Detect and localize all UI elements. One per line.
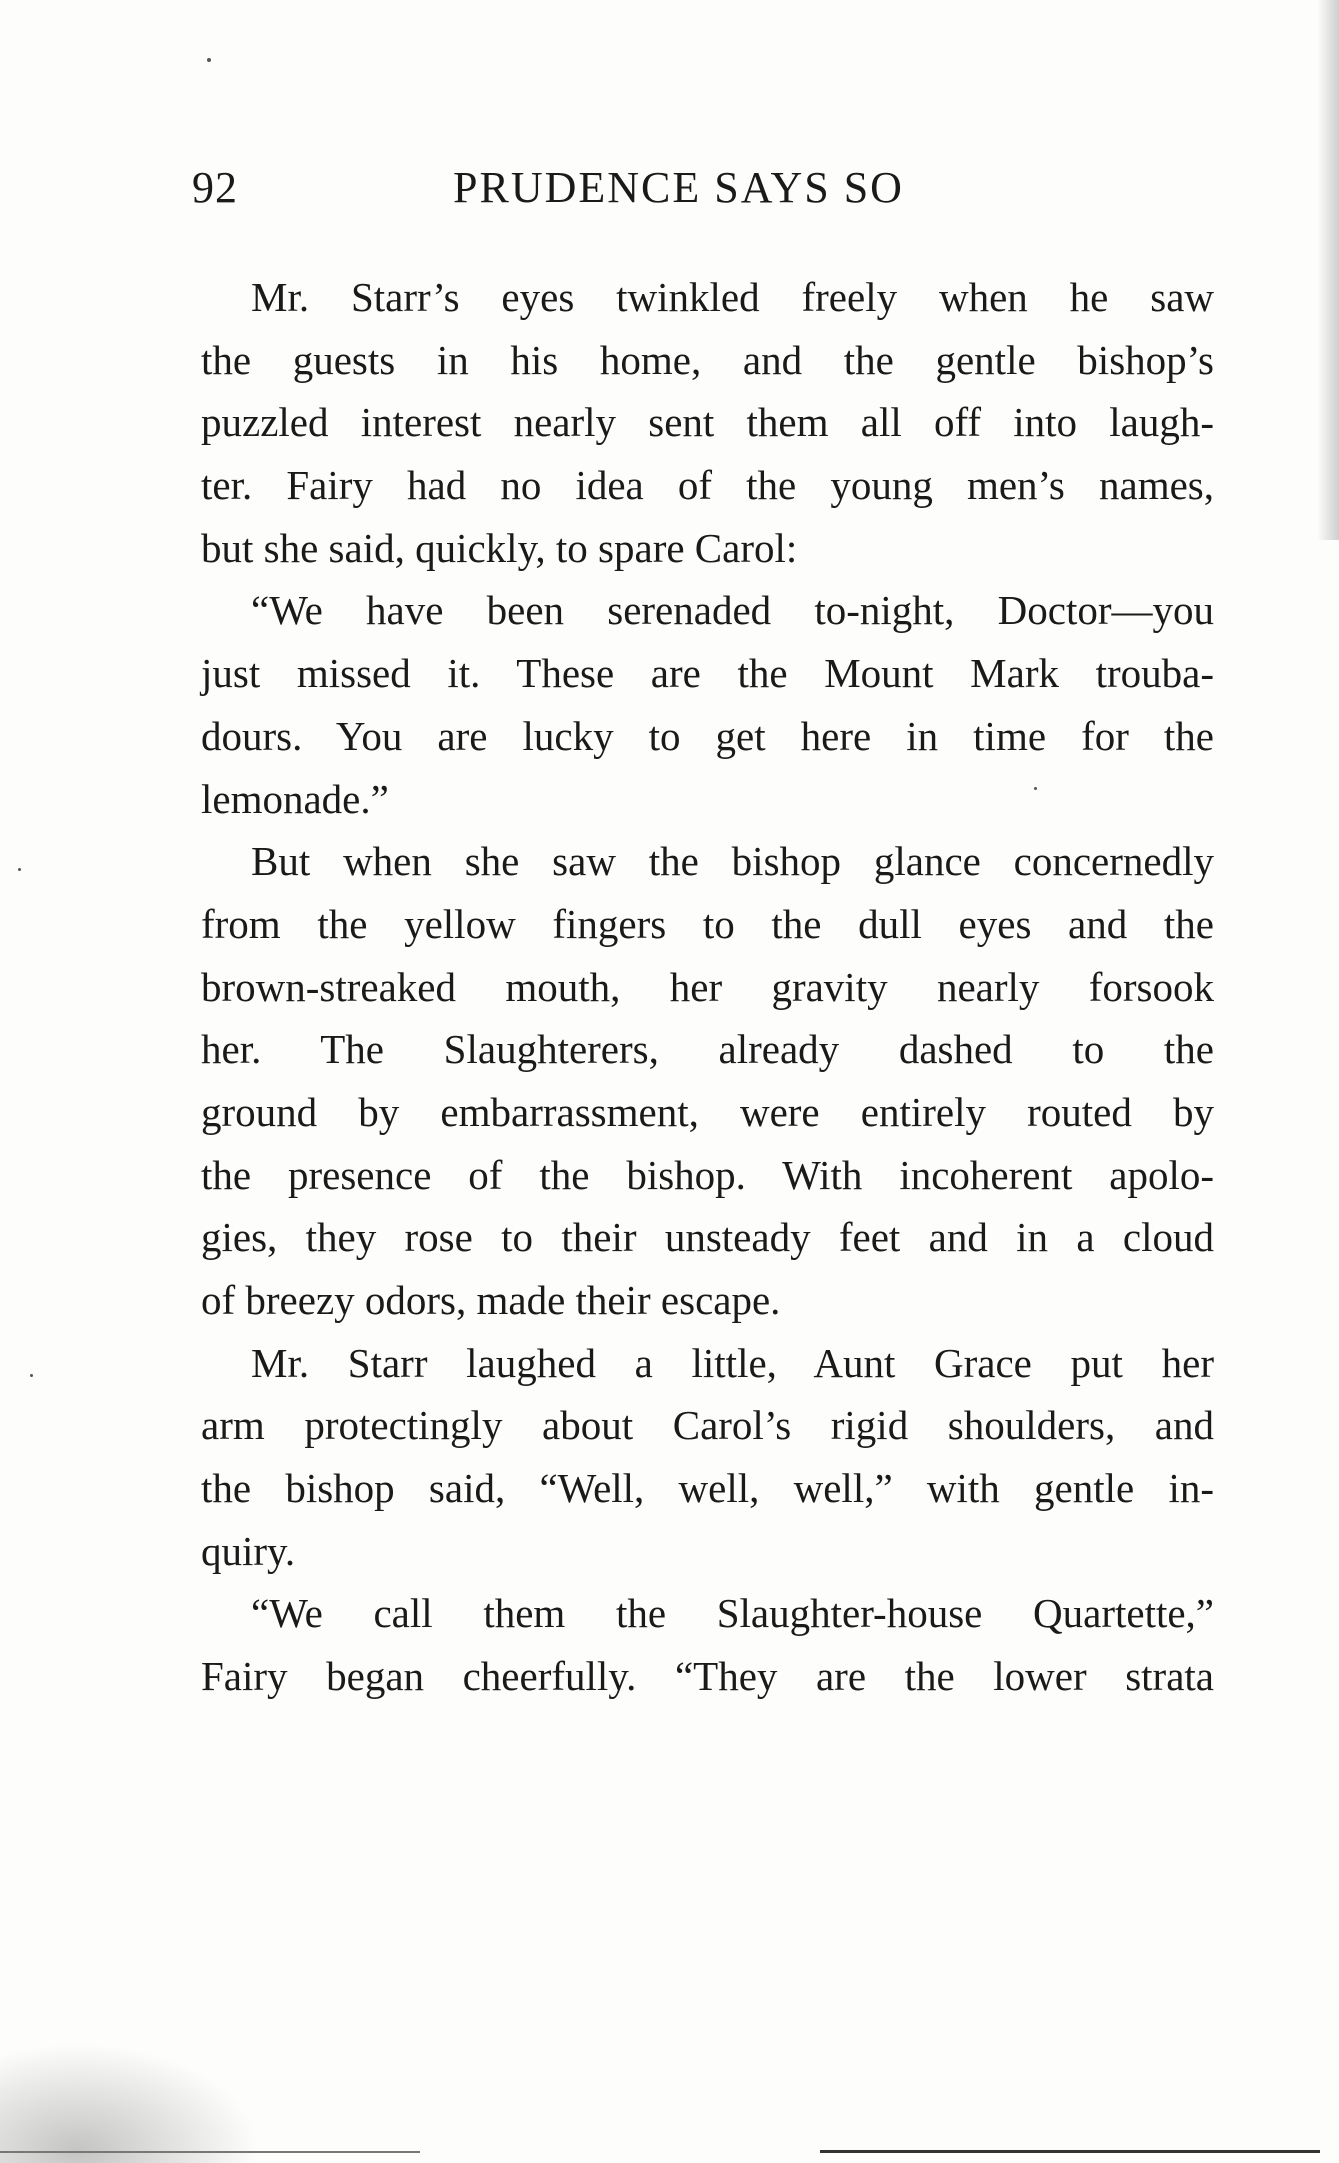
text-line: of breezy odors, made their escape. xyxy=(201,1277,781,1323)
text-line: puzzled interest nearly sent them all off into laugh- xyxy=(201,399,1214,446)
bottom-edge-line-right xyxy=(820,2150,1320,2153)
text-line: quiry. xyxy=(201,1527,296,1574)
scan-speck xyxy=(1034,787,1037,790)
text-line: Mr. Starr laughed a little, Aunt Grace put her xyxy=(251,1339,1214,1386)
running-title: PRUDENCE SAYS SO xyxy=(453,163,904,212)
text-line: ter. Fairy had no idea of the young men’s names, xyxy=(201,462,1214,509)
page-edge-shadow xyxy=(1317,0,1339,540)
text-line: “We call them the Slaughter-house Quartette,” xyxy=(251,1590,1214,1637)
text-line: the presence of the bishop. With incoherent apolo- xyxy=(201,1151,1214,1198)
text-line: Mr. Starr’s eyes twinkled freely when he saw xyxy=(251,274,1214,320)
text-line: but she said, quickly, to spare Carol: xyxy=(201,524,798,571)
text-line: her. The Slaughterers, already dashed to the xyxy=(201,1026,1214,1073)
scan-speck xyxy=(207,58,211,62)
text-line: the guests in his home, and the gentle bishop’s xyxy=(201,336,1214,383)
scan-speck xyxy=(18,868,21,871)
text-line: Fairy began cheerfully. “They are the lower strata xyxy=(201,1653,1214,1700)
text-line: dours. You are lucky to get here in time for the xyxy=(201,712,1214,759)
page-number: 92 xyxy=(192,163,238,212)
bottom-edge-line-left xyxy=(0,2151,420,2153)
text-line: ground by embarrassment, were entirely routed by xyxy=(201,1088,1214,1135)
body-text xyxy=(201,266,1214,1708)
scan-smudge xyxy=(0,2043,260,2163)
text-line: just missed it. These are the Mount Mark trouba- xyxy=(201,650,1214,697)
text-line: lemonade.” xyxy=(201,775,389,822)
text-line: arm protectingly about Carol’s rigid shoulders, and xyxy=(201,1402,1214,1449)
text-line: the bishop said, “Well, well, well,” with gentle in- xyxy=(201,1465,1214,1512)
scan-speck xyxy=(30,1374,33,1377)
text-line: brown-streaked mouth, her gravity nearly forsook xyxy=(201,963,1214,1010)
running-header xyxy=(0,158,1339,218)
text-line: from the yellow fingers to the dull eyes and the xyxy=(201,900,1214,947)
text-line: But when she saw the bishop glance concernedly xyxy=(251,838,1214,885)
text-line: gies, they rose to their unsteady feet and in a cloud xyxy=(201,1214,1214,1261)
text-line: “We have been serenaded to-night, Doctor—you xyxy=(251,587,1214,634)
